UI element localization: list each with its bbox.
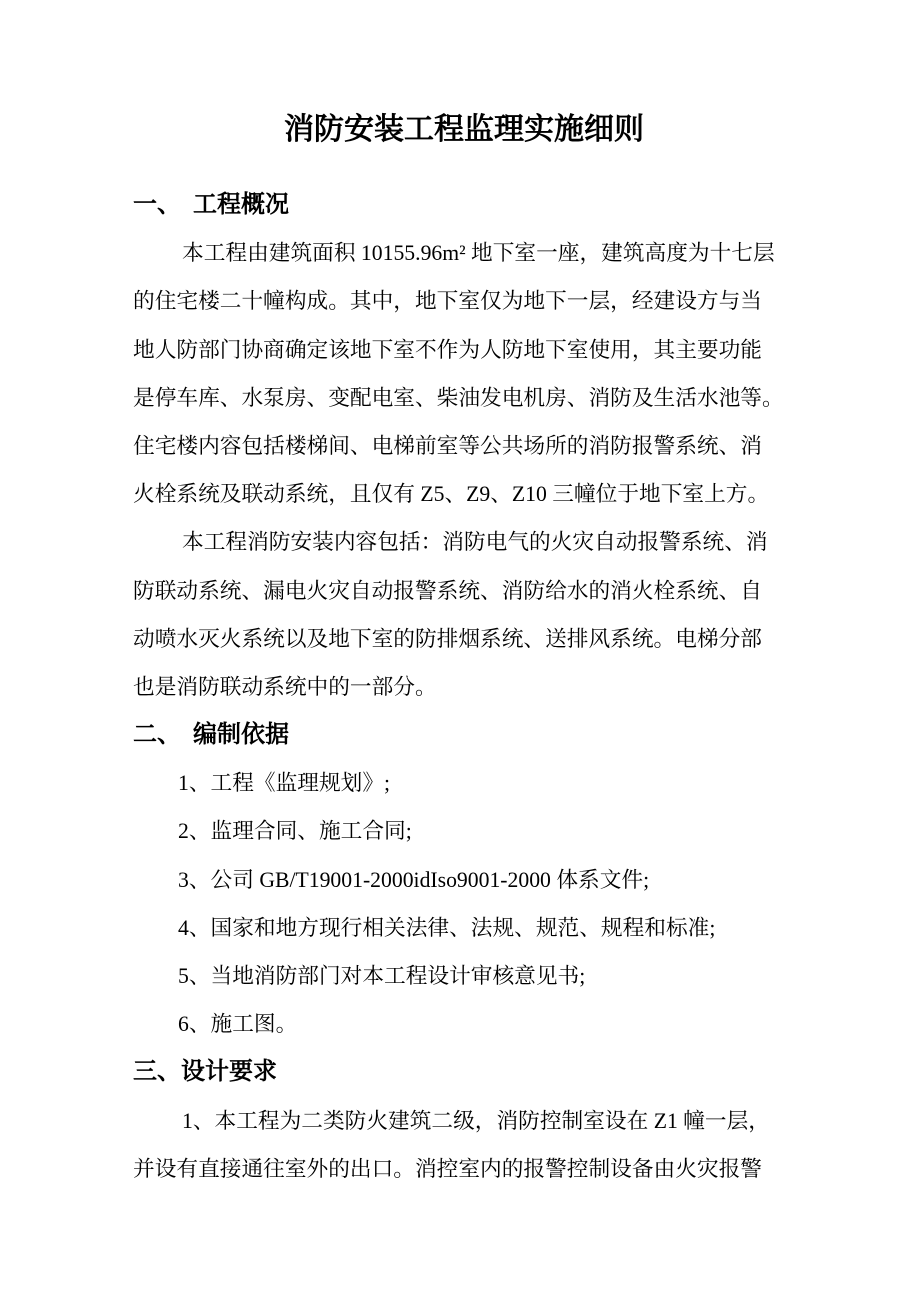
paragraph-line: 地人防部门协商确定该地下室不作为人防地下室使用，其主要功能 xyxy=(133,337,762,362)
list-item: 6、施工图。 xyxy=(178,1012,298,1037)
paragraph-line: 的住宅楼二十幢构成。其中，地下室仅为地下一层，经建设方与当 xyxy=(133,289,762,314)
list-item: 2、监理合同、施工合同; xyxy=(178,819,412,844)
list-item: 5、当地消防部门对本工程设计审核意见书; xyxy=(178,964,586,988)
list-item: 4、国家和地方现行相关法律、法规、规范、规程和标准; xyxy=(178,915,716,940)
paragraph-line: 本工程消防安装内容包括：消防电气的火灾自动报警系统、消 xyxy=(182,530,768,555)
paragraph-line: 也是消防联动系统中的一部分。 xyxy=(133,674,437,699)
section2-heading: 二、 编制依据 xyxy=(133,722,289,749)
paragraph-line: 住宅楼内容包括楼梯间、电梯前室等公共场所的消防报警系统、消 xyxy=(133,433,762,458)
paragraph-line: 本工程由建筑面积 10155.96m² 地下室一座，建筑高度为十七层 xyxy=(182,241,775,266)
list-item: 3、公司 GB/T19001-2000idIso9001-2000 体系文件; xyxy=(178,867,650,892)
paragraph-line: 1、本工程为二类防火建筑二级，消防控制室设在 Z1 幢一层， xyxy=(182,1108,770,1133)
paragraph-line: 是停车库、水泵房、变配电室、柴油发电机房、消防及生活水池等。 xyxy=(133,385,784,410)
paragraph-line: 并设有直接通往室外的出口。消控室内的报警控制设备由火灾报警 xyxy=(133,1156,762,1181)
paragraph-line: 火栓系统及联动系统，且仅有 Z5、Z9、Z10 三幢位于地下室上方。 xyxy=(133,482,770,507)
paragraph-line: 防联动系统、漏电火灾自动报警系统、消防给水的消火栓系统、自 xyxy=(133,578,762,603)
paragraph-line: 动喷水灭火系统以及地下室的防排烟系统、送排风系统。电梯分部 xyxy=(133,626,762,651)
section1-heading: 一、 工程概况 xyxy=(133,192,289,218)
document-title: 消防安装工程监理实施细则 xyxy=(284,113,644,146)
section3-heading: 三、设计要求 xyxy=(133,1059,277,1086)
list-item: 1、工程《监理规划》; xyxy=(178,771,391,796)
